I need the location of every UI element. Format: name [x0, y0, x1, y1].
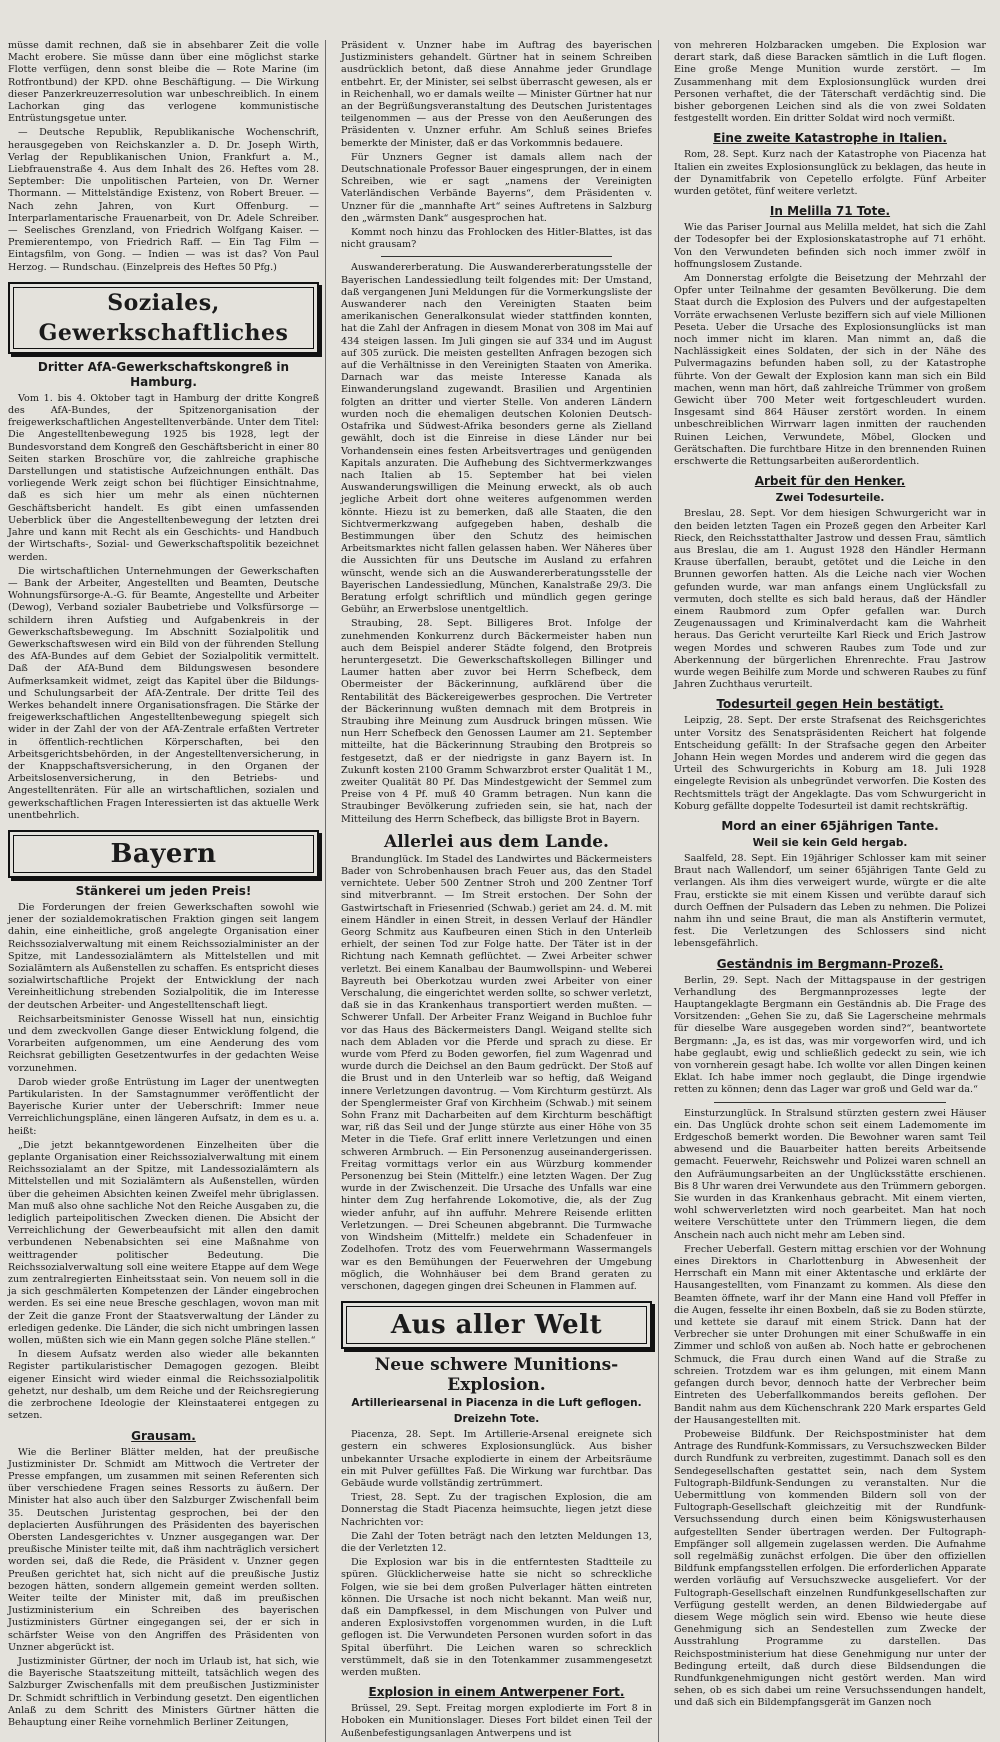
paragraph: Die Explosion war bis in die entferntesten Stadtteile zu spüren. Glücklicherweise hatte sie nicht so schreckliche Folgen, wie sie bei dem großen Pulverlager hätten eintreten können. Die Ursache ist noch nicht bekannt. Man weiß nur, daß ein Dampfkessel, in dem Mischungen von Pulver und anderen Explosivstoffen vorgenommen wurden, in die Luft geflogen ist. Die Verwundeten Personen wurden sofort in das Spital überführt. Die Leichen waren so schrecklich verstümmelt, daß sie in den Totenkammer zusammengesetzt werden mußten.: [341, 1557, 652, 1678]
headline-afa: Dritter AfA-Gewerkschaftskongreß in Hamburg.: [37, 359, 290, 389]
section-title: Soziales, Gewerkschaftliches: [13, 287, 314, 349]
paragraph: Die Forderungen der freien Gewerkschaften sowohl wie jener der sozialdemokratischen Fraktion gingen seit langem dahin, eine einheitliche, groß angelegte Organisation einer Reichssozialverwaltung mit einem Reichssozialminister an der Spitze, mit Landessozialämtern als Mittelstellen und mit Sozialämtern als Außenstellen zu schaffen. Es entspricht dieses sozialwirtschaftliche Projekt der Entwicklung der nach Vereinheitlichung strebenden Sozialpolitik, die im Interesse der deutschen Arbeiter- und Angestelltenschaft liegt.: [8, 901, 319, 1011]
headline-antwerpen: Explosion in einem Antwerpener Fort.: [368, 1685, 625, 1700]
section-title: Bayern: [13, 835, 314, 873]
paragraph: Die Zahl der Toten beträgt nach den letzten Meldungen 13, die der Verletzten 12.: [341, 1530, 652, 1554]
section-header-bayern: [8, 830, 319, 878]
paragraph: Probeweise Bildfunk. Der Reichspostminister hat dem Antrage des Rundfunk-Kommissars, zu Versuchszwecken Bilder durch Rundfunk zu verbreiten, zugestimmt. Danach soll es den Sendegesellschaften gestattet sein, nach dem System Fultograph-Bildfunk-Sendungen zu veranstalten. Nur die Uebermittlung von kommenden Bildern soll von der Fultograph-Gesellschaft gleichzeitig mit der Rundfunk-Versuchssendung durch einen beim Königswusterhausen aufgestellten Sender übertragen werden. Der Fultograph-Empfänger soll allgemein zugelassen werden. Die Aufnahme soll regelmäßig zunächst erfolgen. Die über den offiziellen Bildfunk empfangsstellen erfolgen. Die erforderlichen Apparate werden vorläufig auf Versuchszwecke ausgeliefert. Vor der Fultograph-Gesellschaft einzelnen Rundfunkgesellschaften zur Verfügung gestellt werden, an denen Bildwiedergabe auf diesem Wege möglich sein wird. Ebenso wie heute diese Genehmigung sich an Sendestellen zum Zwecke der Ausstrahlung Programme zu darstellen. Das Reichspostministerium hat diese Genehmigung nur unter der Bedingung erteilt, daß durch diese Bildsendungen die Rundfunkgenehmigungen nicht gestört werden. Man wird sehen, ob es sich dabei um reine Versuchssendungen handelt, und daß sich ein Bildempfangsgerät im Ganzen noch: [674, 1428, 986, 1709]
column-1: [8, 40, 326, 1742]
headline-italien: Eine zweite Katastrophe in Italien.: [713, 131, 947, 146]
paragraph: Vom 1. bis 4. Oktober tagt in Hamburg der dritte Kongreß des AfA-Bundes, der Spitzenorganisation der freigewerkschaftlichen Angestelltenverbände. Unter dem Titel: Die Angestelltenbewegung 1925 bis 1928, legt der Bundesvorstand dem Kongreß den Geschäftsbericht in einer 80 Seiten starken Broschüre vor, die zahlreiche graphische Darstellungen und statistische Aufzeichnungen enthält. Das vorliegende Werk zeigt schon bei flüchtiger Einsichtnahme, daß es sich hier um mehr als einen nüchternen Geschäftsbericht handelt. Es gibt einen umfassenden Ueberblick über die Angestelltenbewegung der letzten drei Jahre und kann mit Recht als ein Geschichts- und Handbuch der Wirtschafts-, Sozial- und Gewerkschaftspolitik bezeichnet werden.: [8, 392, 319, 563]
headline-bergmann: Geständnis im Bergmann-Prozeß.: [716, 956, 944, 971]
paragraph: Für Unzners Gegner ist damals allem nach der Deutschnationale Professor Bauer eingesprungen, der in einem Schreiben, wie er sagt „namens der Vereinigten Vaterländischen Verbände Bayerns“, dem Präsidenten v. Unzner für die „mannhafte Art“ seines Auftretens in Salzburg den „wärmsten Dank“ ausgesprochen hat.: [341, 151, 652, 224]
paragraph: Auswandererberatung. Die Auswandererberatungsstelle der Bayerischen Landessiedlung teilt folgendes mit: Der Umstand, daß vergangenen Juni Meldungen für die Vormerkungsliste der Auswanderer nach den Vereinigten Staaten beim amerikanischen Generalkonsulat wieder stattfinden konnten, hat die Zahl der Anfragen in diesem Monat von 308 im Mai auf 434 steigen lassen. Im Juli gingen sie auf 334 und im August auf 305 zurück. Die meisten gestellten Anfragen bezogen sich auf die Verhältnisse in den Vereinigten Staaten von Amerika. Darnach war das meiste Interesse Kanada als Einwanderungsland zugewandt. Brasilien und Argentinien folgten an dritter und vierter Stelle. Von anderen Ländern wurden noch die ehemaligen deutschen Kolonien Deutsch-Ostafrika und Südwest-Afrika besonders gerne als Zielland gewählt, doch ist die Einreise in diese Länder nur bei Vorhandensein eines festen Arbeitsvertrages und genügenden Kapitals anzuraten. Die Aufhebung des Sichtvermerkzwanges nach Italien ab 15. September hat bei vielen Auswanderungswilligen die Meinung erweckt, als ob auch jegliche Arbeit dort ohne weiteres aufgenommen werden könnte. Hiezu ist zu bemerken, daß alle Staaten, die den Sichtvermerkzwang aufgegeben haben, deshalb die Bestimmungen über den Schutz des heimischen Arbeitsmarktes nicht fallen gelassen haben. Wer Näheres über die Aussichten für uns Deutsche im Ausland zu erfahren wünscht, wende sich an die Auswandererberatungsstelle der Bayerischen Landessiedlung, München, Kanalstraße 29/3. Die Beratung erfolgt schriftlich und mündlich gegen geringe Gebühr, an Erwerbslose unentgeltlich.: [341, 262, 652, 616]
paragraph: Triest, 28. Sept. Zu der tragischen Explosion, die am Donnerstag die Stadt Piacenza heimsuchte, liegen jetzt diese Nachrichten vor:: [341, 1492, 652, 1528]
subheadline: Zwei Todesurteile.: [775, 492, 885, 505]
divider: [714, 1102, 946, 1103]
paragraph: Wie die Berliner Blätter melden, hat der preußische Justizminister Dr. Schmidt am Mittwoch die Vertreter der Presse empfangen, um zusammen mit seinen Referenten sich über verschiedene Fragen seines Ressorts zu äußern. Der Minister hat also auch über den Salzburger Zwischenfall beim 35. Deutschen Juristentag gesprochen, bei der den deplacierten Ausführungen des Präsidenten des bayerischen Obersten Landesgerichtes v. Unzner ausgegangen war. Der preußische Minister teilte mit, daß ihm nachträglich versichert worden sei, daß die Rede, die Präsident v. Unzner gegen Preußen gerichtet hat, sich nicht auf die preußische Justiz bezogen hätten, sondern allgemein gemeint werden sollten. Weiter teilte der Minister mit, daß im preußischen Justizministerium ein Schreiben des bayerischen Justizministers Gürtner eingegangen sei, der er sich in schärfster Weise von den Angriffen des Präsidenten von Unzner abgerückt ist.: [8, 1446, 319, 1653]
divider: [381, 256, 612, 257]
paragraph: Am Donnerstag erfolgte die Beisetzung der Mehrzahl der Opfer unter Teilnahme der gesamten Bevölkerung. Die dem Staat durch die Explosion des Pulvers und der aufgestapelten Vorräte erwachsenen Verluste beziffern sich auf viele Millionen Peseta. Ueber die Ursache des Explosionsunglücks ist man noch immer nicht im klaren. Man nimmt an, daß die Nachlässigkeit eines Soldaten, der sich in der Nähe des Pulvermagazins befunden haben soll, zu der Katastrophe führte. Von der Gewalt der Explosion kann man sich ein Bild machen, wenn man hört, daß zahlreiche Trümmer von großem Gewicht über 700 Meter weit fortgeschleudert wurden. Insgesamt sind 864 Häuser zerstört worden. In einem unbeschreiblichen Wirrwarr lagen inmitten der rauchenden Ruinen Leichen, Verwundete, Möbel, Glocken und Gerätschaften. Die furchtbare Hitze in den brennenden Ruinen erschwerte die Rettungsarbeiten außerordentlich.: [674, 273, 986, 468]
article-continuation: Präsident v. Unzner habe im Auftrag des bayerischen Justizministers gehandelt. Gürtner hat in seinem Schreiben ausdrücklich betont, daß diese Annahme jeder Grundlage entbehrt. Er, der Minister, sei selbst überrascht gewesen, als er in Reichenhall, wo er damals weilte — Minister Gürtner hat nur an der Begrüßungsveranstaltung des Deutschen Juristentages teilgenommen — aus der Presse von den Aeußerungen des Präsidenten v. Unzner erfuhr. Am Schluß seines Briefes bemerkte der Minister, daß er das Vorkommnis bedauere.: [341, 40, 652, 149]
headline-allerlei: Allerlei aus dem Lande.: [384, 831, 609, 852]
paragraph: Justizminister Gürtner, der noch im Urlaub ist, hat sich, wie die Bayerische Staatszeitung mitteilt, tatsächlich wegen des Salzburger Zwischenfalls mit dem preußischen Justizminister Dr. Schmidt schriftlich in Verbindung gesetzt. Den eigentlichen Anlaß zu dem Schritt des Ministers Gürtner hätten die Behauptung einer Reihe vornehmlich Berliner Zeitungen,: [8, 1655, 319, 1728]
article-continuation: müsse damit rechnen, daß sie in absehbarer Zeit die volle Macht erobere. Sie müsse dann über eine möglichst starke Flotte verfügen, denn sonst bleibe die — Rote Marine (im Rotfrontbund) der KPD. ohne Beschäftigung. — Die Wirkung dieser Panzerkreuzerresolution war unbeschreiblich. In einem Lachorkan ging das verlogene kommunistische Entrüstungsgetue unter.: [8, 40, 319, 125]
quote-paragraph: „Die jetzt bekanntgewordenen Einzelheiten über die geplante Organisation einer Reichssozialverwaltung mit einem Reichssozialamt an der Spitze, mit Landessozialämtern als Mittelstellen und mit Sozialämtern als Außenstellen, würden über die geheimen Absichten keinen Zweifel mehr übriglassen. Man muß also ohne sachliche Not den Reiche Ausgaben zu, die lediglich parteipolitischen Zwecken dienen. Die Absicht der Verreichlichung der Gewerbeaufsicht mit allen den damit verbundenen Nebenabsichten sei eine Maßnahme von weittragender politischer Bedeutung. Die Reichssozialverwaltung soll eine weitere Etappe auf dem Wege zum zentralregierten Einheitsstaat sein. Von neuem soll in die ja sich geschmälerten Kompetenzen der Länder eingebrochen werden. Es sei eine neue Bresche geschlagen, wovon man mit der Zeit die ganze Front der Staatsverwaltung der Länder zu erledigen gedenke. Die Länder, die sich nicht umbringen lassen wollen, müßten sich wie ein Mann gegen solche Pläne stellen.“: [8, 1139, 319, 1347]
column-2: [341, 40, 659, 1742]
headline-todesurteil: Todesurteil gegen Hein bestätigt.: [716, 697, 944, 712]
subheadline: Artilleriearsenal in Piacenza in die Luft geflogen.: [351, 1397, 642, 1410]
paragraph: Wie das Pariser Journal aus Melilla meldet, hat sich die Zahl der Todesopfer bei der Explosionskatastrophe auf 71 erhöht. Von den Verwundeten befinden sich noch immer zwölf in hoffnungslosem Zustande.: [674, 222, 986, 270]
paragraph: Saalfeld, 28. Sept. Ein 19jähriger Schlosser kam mit seiner Braut nach Wallendorf, um seiner 65jährigen Tante Geld zu verlangen. Als ihm dies verweigert wurde, würgte er die alte Frau, erstickte sie mit einem Kissen und verübte darauf sich durch Oeffnen der Pulsadern das Leben zu nehmen. Die Polizei nahm ihn und seine Braut, die man als Anstifterin vermutet, fest. Die Verletzungen des Schlossers sind nicht lebensgefährlich.: [674, 852, 986, 950]
subheadline: Weil sie kein Geld hergab.: [752, 836, 908, 849]
paragraph: Kommt noch hinzu das Frohlocken des Hitler-Blattes, ist das nicht grausam?: [341, 227, 652, 251]
paragraph: In diesem Aufsatz werden also wieder alle bekannten Register partikularistischer Demagogen gezogen. Bleibt eigener Einsicht wird wieder einmal die Reichssozialpolitik gehetzt, nur deshalb, um dem Reiche und der Reichsregierung die zerbrochene Ideologie der Kleinstaaterei entgegen zu setzen.: [8, 1349, 319, 1422]
paragraph: Brandunglück. Im Stadel des Landwirtes und Bäckermeisters Bader von Schrobenhausen brach Feuer aus, das den Stadel vernichtete. Ueber 500 Zentner Stroh und 200 Zentner Torf sind mitverbrannt. — Im Streit erstochen. Der Sohn der Gastwirtschaft in Friesenried (Schwab.) geriet am 24. d. M. mit einem Händler in einen Streit, in dessen Verlauf der Händler Georg Schmitz aus Kaufbeuren einen Stich in den Unterleib erhielt, der seinen Tod zur Folge hatte. Der Täter ist in der Richtung nach Kemnath geflüchtet. — Zwei Arbeiter schwer verletzt. Bei einem Kanalbau der Baumwollspinn- und Weberei Bayreuth bei Oberkotzau wurden zwei Arbeiter von einer Verschalung, die eingerichtet werden sollte, so schwer verletzt, daß sie in das Krankenhaus transportiert werden mußten. — Schwerer Unfall. Der Arbeiter Franz Weigand in Buchloe fuhr vor das Haus des Bäckermeisters Dangl. Weigand stellte sich nach dem Abladen vor die Pferde und sprach zu diese. Er wurde vom Pferd zu Boden geworfen, fiel zum Wagenrad und wurde durch die Deichsel an den Baum gedrückt. Der Stoß auf die Brust und in den Unterleib war so heftig, daß Weigand innere Verletzungen davontrug. — Vom Kirchturm gestürzt. Als der Spenglermeister Graf von Kirchheim (Schwab.) mit seinem Sohn Franz mit Dacharbeiten auf dem Kirchturm beschäftigt war, riß das Seil und der Junge stürzte aus einer Höhe von 35 Meter in die Tiefe. Graf erlitt innere Verletzungen und einen schweren Armbruch. — Ein Personenzug auseinandergerissen. Freitag vormittags verlor ein aus Würzburg kommender Personenzug bei Stein (Mittelfr.) eine letzten Wagen. Der Zug wurde in der Zwischenzeit. Die Ursache des Unfalls war eine hinter dem Zug herfahrende Lokomotive, die, als der Zug wieder anfuhr, auf ihn auffuhr. Mehrere Reisende erlitten Verletzungen. — Drei Scheunen abgebrannt. Die Turmwache von Windsheim (Mittelfr.) meldete ein Schadenfeuer in Zodelhofen. Trotz des vom Feuerwehrmann Wassermangels war es den Bemühungen der Feuerwehren der Umgebung möglich, die Wohnhäuser bei dem Brand geraten zu verschonen, dagegen gingen drei Scheunen in Flammen auf.: [341, 853, 652, 1292]
paragraph: Berlin, 29. Sept. Nach der Mittagspause in der gestrigen Verhandlung des Bergmannprozesses legte der Hauptangeklagte Bergmann ein Geständnis ab. Die Frage des Vorsitzenden: „Gehen Sie zu, daß Sie Lagerscheine mehrmals für dieselbe Ware ausgegeben worden sind?“, beantwortete Bergmann: „Ja, es ist das, was mir vorgeworfen wird, und ich habe geglaubt, ewig und schließlich gedeckt zu sein, wie ich von vornherein gesagt habe. Ich wollte vor allen Dingen keinen Eklat. Ich habe immer noch geglaubt, die Dinge irgendwie retten zu können; denn das Lager war groß und Geld war da.“: [674, 974, 986, 1096]
article-continuation: von mehreren Holzbaracken umgeben. Die Explosion war derart stark, daß diese Baracken sämtlich in die Luft flogen. Eine große Menge Munition wurde zerstört. — Im Zusammenhang mit dem Explosionsunglück wurden drei Personen verhaftet, die der Täterschaft verdächtig sind. Die bisher geborgenen Leichen sind als die von zwei Soldaten festgestellt worden. Ein dritter Soldat wird noch vermißt.: [674, 40, 986, 125]
subheadline: Dreizehn Tote.: [453, 1413, 540, 1426]
paragraph: Darob wieder große Entrüstung im Lager der unentwegten Partikularisten. In der Samstagnummer veröffentlicht der Bayerische Kurier unter der Ueberschrift: Immer neue Verreichlichungspläne, einen längeren Aufsatz, in dem es u. a. heißt:: [8, 1076, 319, 1137]
headline-tante: Mord an einer 65jährigen Tante.: [721, 818, 939, 833]
paragraph: Die wirtschaftlichen Unternehmungen der Gewerkschaften — Bank der Arbeiter, Angestellten und Beamten, Deutsche Wohnungsfürsorge-A.-G. für Beamte, Angestellte und Arbeiter (Dewog), Verband sozialer Baubetriebe und Volksfürsorge — schildern ihren Aufstieg und Aufgabenkreis in der Gewerkschaftsbewegung. Im Abschnitt Sozialpolitik und Gewerkschaftswesen wird ein Bild von der führenden Stellung des AfA-Bundes auf dem Gebiet der Sozialpolitik vermittelt. Daß der AfA-Bund dem Bildungswesen besondere Aufmerksamkeit widmet, zeigt das Kapitel über die Bildungs- und Schulungsarbeit der AfA-Zentrale. Der dritte Teil des Werkes behandelt innere Organisationsfragen. Die Stärke der freigewerkschaftlichen Angestelltenbewegung spiegelt sich wider in der Zahl der von der AfA-Zentrale erfaßten Vertreter in öffentlich-rechtlichen Körperschaften, bei den Arbeitsgerichtsbehörden, in der Angestelltenversicherung, in der Knappschaftsversicherung, in den Organen der Arbeitslosenversicherung, in den Betriebs- und Angestelltenräten. Für alle an wirtschaftlichen, sozialen und gewerkschaftlichen Fragen Interessierten ist das aktuelle Werk unentbehrlich.: [8, 565, 319, 821]
paragraph: Rom, 28. Sept. Kurz nach der Katastrophe von Piacenza hat Italien ein zweites Explosionsunglück zu beklagen, das heute in der Dynamitfabrik von Cepetello erfolgte. Fünf Arbeiter wurden getötet, fünf weitere verletzt.: [674, 149, 986, 198]
paragraph: Einsturzunglück. In Stralsund stürzten gestern zwei Häuser ein. Das Unglück drohte schon seit einem Lademomente im Erdgeschoß bemerkt worden. Die Bewohner waren samt Teil abwesend und die Bauarbeiter hatten bereits Arbeitsende gemacht. Feuerwehr, Reichswehr und Polizei waren schnell an den Aufräumungsarbeiten an der Unglücksstätte erschienen. Bis 8 Uhr waren drei Verwundete aus den Trümmern geborgen. Sie wurden in das Krankenhaus gebracht. Mit einem vierten, wohl schwerverletzten wird noch gearbeitet. Man hat noch weitere Verschüttete unter den Trümmern liegen, die dem Anschein nach auch nicht mehr am Leben sind.: [674, 1107, 986, 1241]
headline-henker: Arbeit für den Henker.: [754, 474, 906, 489]
paragraph: Piacenza, 28. Sept. Im Artillerie-Arsenal ereignete sich gestern ein schweres Explosionsunglück. Aus bisher unbekannter Ursache explodierte in einem der Arbeitsräume ein mit Pulver gefülltes Faß. Die Wirkung war furchtbar. Das Gebäude wurde vollständig zertrümmert.: [341, 1429, 652, 1489]
paragraph: Straubing, 28. Sept. Billigeres Brot. Infolge der zunehmenden Konkurrenz durch Bäckermeister haben nun auch dem Beispiel anderer Städte folgend, den Brotpreis heruntergesetzt. Die Gewerkschaftskollegen Billinger und Laumer hatten aber zuvor bei Herrn Schefbeck, dem Obermeister der Bäckerinnung, aufklärend über die Rentabilität des Bäckereigewerbes gesprochen. Die Vertreter der Bäckerinnung wußten demnach mit dem Brotpreis in Straubing ihre Meinung zum Ausdruck bringen müssen. Wie nun Herr Schefbeck den Genossen Laumer am 21. September mitteilte, hat die Bäckerinnung Straubing den Brotpreis so festgesetzt, daß er der niedrigste in ganz Bayern ist. In Zukunft kosten 2100 Gramm Schwarzbrot erster Qualität 1 M., zweiter Qualität 80 Pf. Das Mindestgewicht der Semmel zum Preise von 4 Pf. muß 40 Gramm betragen. Nun kann die Straubinger Bevölkerung zufrieden sein, sie hat, nach der Mitteilung des Herrn Schefbeck, das billigste Brot in Bayern.: [341, 618, 652, 825]
headline-melilla: In Melilla 71 Tote.: [769, 204, 891, 219]
journal-notice: — Deutsche Republik, Republikanische Wochenschrift, herausgegeben von Reichskanzler a. D. Dr. Joseph Wirth, Verlag der Republikanischen Union, Frankfurt a. M., Liebfrauenstraße 4. Aus dem Inhalt des 26. Heftes vom 28. September: Die unpolitischen Parteien, von Dr. Werner Thormann. — Mittelständige Existenz, von Robert Breuer. — Nach zehn Jahren, von Kurt Offenburg. — Interparlamentarische Frauenarbeit, von Dr. Adele Schreiber. — Seelisches Grenzland, von Friedrich Wolfgang Kaiser. — Premierentempo, von Friedrich Raff. — Ein Tag Film — Eintagsfilm, von Gong. — Indien — was ist das? Von Paul Herzog. — Rundschau. (Einzelpreis des Heftes 50 Pfg.): [8, 127, 319, 273]
paragraph: Leipzig, 28. Sept. Der erste Strafsenat des Reichsgerichtes unter Vorsitz des Senatspräsidenten Reichert hat folgende Entscheidung gefällt: In der Strafsache gegen den Arbeiter Johann Hein wegen Mordes und anderem wird die gegen das Urteil des Schwurgerichts in Koburg am 18. Juli 1928 eingelegte Revision als unbegründet verworfen. Die Kosten des Rechtsmittels trägt der Angeklagte. Das vom Schwurgericht in Koburg gefällte doppelte Todesurteil ist damit rechtskräftig.: [674, 715, 986, 812]
paragraph: Brüssel, 29. Sept. Freitag morgen explodierte im Fort 8 in Hoboken ein Munitionslager. Dieses Fort bildet einen Teil der Außenbefestigungsanlagen Antwerpens und ist: [341, 1703, 652, 1739]
column-3: [674, 40, 992, 1742]
paragraph: Frecher Ueberfall. Gestern mittag erschien vor der Wohnung eines Direktors in Charlottenburg in Abwesenheit der Herrschaft ein Mann mit einer Aktentasche und erklärte der Hausangestellten, vom Finanzamt zu kommen. Als diese den Beamten öffnete, warf ihr der Mann eine Hand voll Pfeffer in die Augen, fesselte ihr einen Boxbeln, daß sie zu Boden stürzte, und kettete sie darauf mit einem Strick. Dann hat der Verbrecher sie unter Drohungen mit einer Schußwaffe in ein Zimmer und schloß von außen ab. Noch hatte er gebrochenen Schmuck, die Frau durch einen Wand auf die Straße zu schreien. Trotzdem war es ihm gelungen, mit einem Mann gefangen durch bevor, dennoch hatte der Verbrecher beim Eintreten des Ueberfallkommandos bereits geflohen. Der Bandit nahm aus dem Küchenschrank 220 Mark erspartes Geld der Hausangestellten mit.: [674, 1243, 986, 1426]
headline-munition: Neue schwere Munitions-Explosion.: [374, 1355, 619, 1396]
section-header-social: [8, 282, 319, 354]
paragraph: Reichsarbeitsminister Genosse Wissell hat nun, einsichtig und dem zweckvollen Gange dieser Entwicklung folgend, die Vorarbeiten aufgenommen, um eine Aenderung des vom Reichsrat gebilligten Gesetzentwurfes in der gedachten Weise vorzunehmen.: [8, 1013, 319, 1074]
paragraph: Breslau, 28. Sept. Vor dem hiesigen Schwurgericht war in den beiden letzten Tagen ein Prozeß gegen den Arbeiter Karl Rieck, den Reichsstatthalter Jastrow und dessen Frau, sämtlich aus Breslau, die am 1. August 1928 den Händler Hermann Krause überfallen, beraubt, getötet und die Leiche in den Brunnen geworfen hatten. Als die Leiche nach vier Wochen gefunden wurde, war man anfangs einem Unglücksfall zu vermuten, doch stellte es sich bald heraus, daß der Händler einem Raubmord zum Opfer gefallen war. Durch Zeugenaussagen und Kriminalverdacht kam die Wahrheit heraus. Das Gericht verurteilte Karl Rieck und Erich Jastrow wegen Mordes und schweren Raubes zum Tode und zur Aberkennung der bürgerlichen Ehrenrechte. Frau Jastrow wurde wegen Beihilfe zum Morde und schweren Raubes zu fünf Jahren Zuchthaus verurteilt.: [674, 508, 986, 691]
headline-stank: Stänkerei um jeden Preis!: [75, 883, 252, 898]
section-header-world: [341, 1301, 652, 1349]
section-title: Aus aller Welt: [346, 1306, 647, 1344]
headline-grausam: Grausam.: [131, 1428, 196, 1443]
